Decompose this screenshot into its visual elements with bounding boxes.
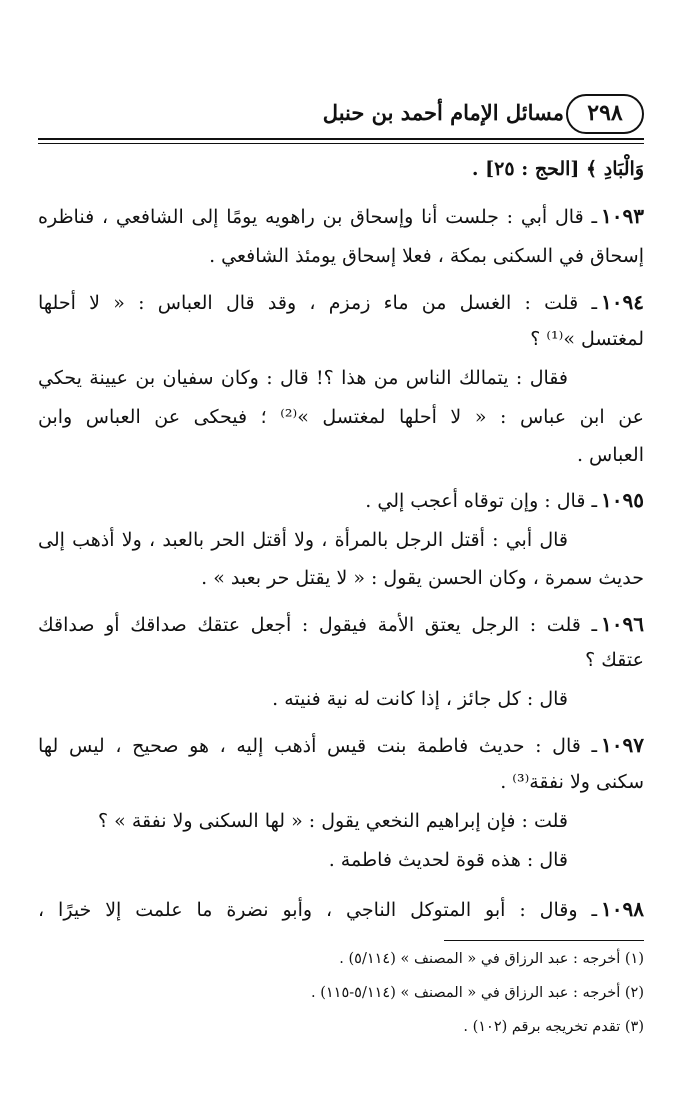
page-number: ٢٩٨ xyxy=(566,94,644,134)
issue-text: ـ قلت : الغسل من ماء زمزم ، وقد قال العباس : « لا أحلها xyxy=(38,292,598,314)
issue-1097-line-3: قلت : فإن إبراهيم النخعي يقول : « لها السكنى ولا نفقة » ؟ xyxy=(98,810,568,832)
running-title: مسائل الإمام أحمد بن حنبل xyxy=(322,100,564,125)
issue-1093-line-2: إسحاق في السكنى بمكة ، فعلا إسحاق يومئذ الشافعي . xyxy=(209,245,644,267)
issue-1097-line-4: قال : هذه قوة لحديث فاطمة . xyxy=(328,849,568,871)
issue-text: ـ قلت : الرجل يعتق الأمة فيقول : أجعل عتقك صداقك أو صداقك xyxy=(38,614,598,636)
issue-1095-line-2: قال أبي : أقتل الرجل بالمرأة ، ولا أقتل الحر بالعبد ، ولا أذهب إلى xyxy=(38,529,568,551)
quran-verse-end: وَالْبَادِ ﴾ [الحج : ٢٥] . xyxy=(471,158,644,180)
footnote-3: (٣) تقدم تخريجه برقم (١٠٢) . xyxy=(463,1019,644,1035)
issue-1094-line-3: فقال : يتمالك الناس من هذا ؟! قال : وكان سفيان بن عيينة يحكي xyxy=(38,367,568,389)
issue-1094-line-2: لمغتسل »⁽¹⁾ ؟ xyxy=(530,328,644,350)
footnote-2: (٢) أخرجه : عبد الرزاق في « المصنف » (٥/١١٤-١١٥) . xyxy=(310,985,644,1001)
issue-number: ١٠٩٦ xyxy=(601,612,644,636)
issue-1094-line-4: عن ابن عباس : « لا أحلها لمغتسل »⁽²⁾ ؛ فيحكى عن العباس وابن xyxy=(38,406,644,428)
issue-1095-line-3: حديث سمرة ، وكان الحسن يقول : « لا يقتل حر بعبد » . xyxy=(201,567,644,589)
issue-1096-line-3: قال : كل جائز ، إذا كانت له نية فنيته . xyxy=(272,688,568,710)
issue-1097-line-1 xyxy=(38,730,644,761)
issue-1095-line-1 xyxy=(38,485,644,516)
issue-text: ـ وقال : أبو المتوكل الناجي ، وأبو نضرة ما علمت إلا خيرًا ، xyxy=(38,899,598,921)
issue-text: ـ قال : حديث فاطمة بنت قيس أذهب إليه ، هو صحيح ، ليس لها xyxy=(38,735,598,757)
issue-1094-line-1 xyxy=(38,287,644,318)
issue-number: ١٠٩٨ xyxy=(601,897,644,921)
issue-1093-line-1 xyxy=(38,201,644,232)
issue-1094-line-5: العباس . xyxy=(576,444,644,466)
issue-1097-line-2: سكنى ولا نفقة⁽³⁾ . xyxy=(500,771,644,793)
header-divider xyxy=(38,138,644,144)
footnote-1: (١) أخرجه : عبد الرزاق في « المصنف » (٥/١١٤) . xyxy=(339,951,644,967)
issue-number: ١٠٩٥ xyxy=(601,488,644,512)
issue-text: ـ قال أبي : جلست أنا وإسحاق بن راهويه يومًا إلى الشافعي ، فناظره xyxy=(38,206,598,228)
issue-1098-line-1 xyxy=(38,894,644,925)
footnote-divider xyxy=(444,940,644,941)
issue-number: ١٠٩٧ xyxy=(601,733,644,757)
issue-text: ـ قال : وإن توقاه أعجب إلي . xyxy=(365,490,598,512)
issue-number: ١٠٩٤ xyxy=(601,290,644,314)
issue-1096-line-2: عتقك ؟ xyxy=(585,649,644,671)
issue-1096-line-1 xyxy=(38,609,644,640)
issue-number: ١٠٩٣ xyxy=(601,204,644,228)
